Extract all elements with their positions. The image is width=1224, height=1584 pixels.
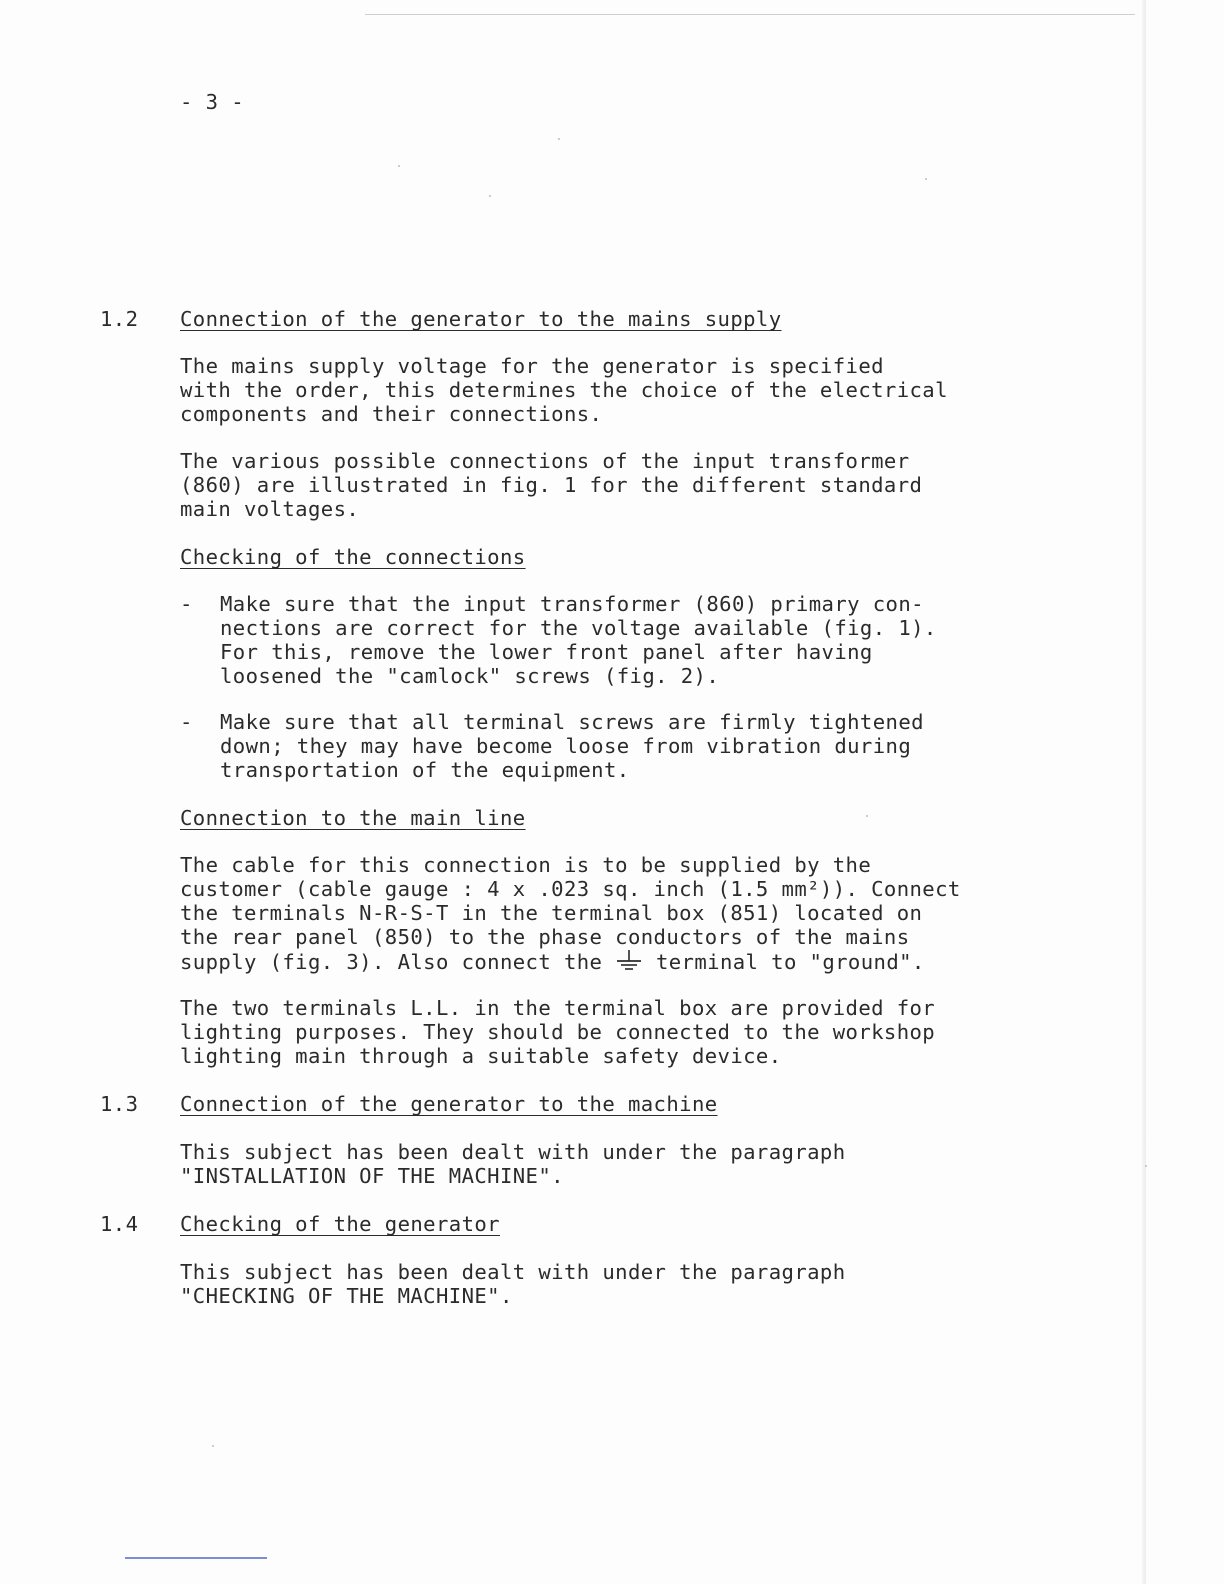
section-number: 1.4 [100, 1212, 139, 1236]
scan-speck [489, 195, 491, 197]
paragraph-line: with the order, this determines the choice of the electrical [180, 378, 948, 402]
section-number: 1.2 [100, 307, 139, 331]
scan-speck [558, 138, 560, 140]
scan-speck [212, 1445, 214, 1447]
page-number: - 3 - [180, 90, 244, 114]
bullet-line: Make sure that the input transformer (860) primary con- [220, 592, 924, 616]
section-number: 1.3 [100, 1092, 139, 1116]
paragraph-line: This subject has been dealt with under the paragraph [180, 1260, 846, 1284]
subsection-title: Connection to the main line [180, 806, 526, 830]
paragraph-line: main voltages. [180, 497, 360, 521]
bullet-line: Make sure that all terminal screws are firmly tightened [220, 710, 924, 734]
bullet-line: For this, remove the lower front panel after having [220, 640, 873, 664]
bullet-line: transportation of the equipment. [220, 758, 630, 782]
bullet-line: loosened the "camlock" screws (fig. 2). [220, 664, 720, 688]
paragraph-line: components and their connections. [180, 402, 603, 426]
section-title: Connection of the generator to the mains supply [180, 307, 782, 331]
paragraph-line: the rear panel (850) to the phase conductors of the mains [180, 925, 910, 949]
scan-speck [866, 815, 868, 817]
bullet-dash: - [180, 710, 193, 734]
margin-mark [125, 1557, 267, 1559]
paragraph-line: "INSTALLATION OF THE MACHINE". [180, 1164, 564, 1188]
paragraph-line: lighting main through a suitable safety device. [180, 1044, 782, 1068]
paragraph-line: the terminals N-R-S-T in the terminal box (851) located on [180, 901, 923, 925]
bullet-line: down; they may have become loose from vibration during [220, 734, 912, 758]
paragraph-line: The cable for this connection is to be supplied by the [180, 853, 872, 877]
paragraph-line: "CHECKING OF THE MACHINE". [180, 1284, 513, 1308]
bullet-dash: - [180, 592, 193, 616]
scan-top-line [365, 14, 1135, 15]
scan-edge [1142, 0, 1146, 1584]
ground-line [180, 949, 925, 974]
paragraph-line: customer (cable gauge : 4 x .023 sq. inch (1.5 mm²)). Connect [180, 877, 961, 901]
ground-line-after: terminal to "ground". [643, 950, 925, 974]
paragraph-line: The various possible connections of the input transformer [180, 449, 910, 473]
paragraph-line: The mains supply voltage for the generator is specified [180, 354, 884, 378]
paragraph-line: This subject has been dealt with under the paragraph [180, 1140, 846, 1164]
bullet-line: nections are correct for the voltage available (fig. 1). [220, 616, 937, 640]
section-title: Connection of the generator to the machine [180, 1092, 718, 1116]
section-title: Checking of the generator [180, 1212, 500, 1236]
scan-speck [925, 178, 927, 180]
subsection-title: Checking of the connections [180, 545, 526, 569]
ground-line-before: supply (fig. 3). Also connect the [180, 950, 616, 974]
paragraph-line: lighting purposes. They should be connected to the workshop [180, 1020, 936, 1044]
scan-speck [1145, 1165, 1147, 1167]
ground-icon [615, 949, 643, 971]
paragraph-line: (860) are illustrated in fig. 1 for the different standard [180, 473, 923, 497]
paragraph-line: The two terminals L.L. in the terminal box are provided for [180, 996, 936, 1020]
scan-speck [398, 165, 400, 167]
